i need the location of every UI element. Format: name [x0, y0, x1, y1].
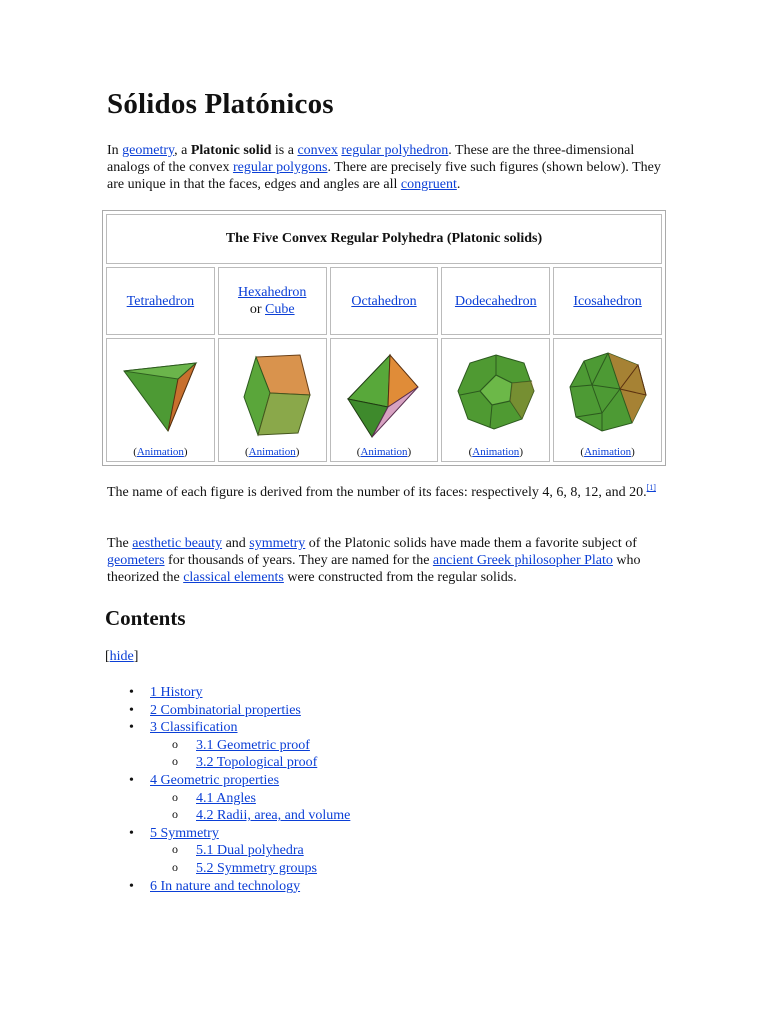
link-geometry[interactable]: geometry [122, 143, 175, 158]
link-plato[interactable]: ancient Greek philosopher Plato [432, 553, 613, 568]
dodecahedron-image[interactable] [454, 349, 538, 433]
toc-subitem [150, 754, 350, 772]
link-icosahedron[interactable]: Icosahedron [573, 293, 642, 309]
link-tetrahedron[interactable]: Tetrahedron [126, 293, 195, 309]
animation-link[interactable]: Animation [248, 446, 296, 458]
toc-item [150, 825, 350, 843]
or-text: or [249, 302, 265, 317]
toc-link-classification[interactable]: 3 Classification [150, 720, 238, 736]
octahedron-image[interactable] [342, 349, 426, 439]
link-geometers[interactable]: geometers [107, 553, 165, 568]
animation-link-tetra: (Animation) [133, 446, 188, 458]
octahedron-cell [330, 338, 439, 462]
intro-text: In [107, 143, 123, 158]
toc-item [150, 702, 350, 720]
animation-link-octa: (Animation) [356, 446, 412, 458]
toc-link-angles[interactable]: 4.1 Angles [196, 790, 256, 806]
toc-link-symmetry[interactable]: 5 Symmetry [150, 825, 219, 841]
tetrahedron-image[interactable] [118, 349, 202, 433]
animation-link-icosa: (Animation) [580, 446, 635, 458]
cube-cell [218, 338, 327, 462]
toc-link-nature[interactable]: 6 In nature and technology [150, 878, 301, 894]
icosahedron-cell [553, 338, 662, 462]
icosahedron-image[interactable] [566, 349, 650, 433]
para-text: and [222, 536, 250, 551]
toc-subitem [150, 807, 350, 825]
toc-item [150, 719, 350, 737]
intro-paragraph [107, 142, 667, 193]
animation-link[interactable]: Animation [136, 446, 184, 458]
link-convex[interactable]: convex [297, 143, 338, 158]
hide-link[interactable]: hide [109, 649, 134, 664]
history-paragraph [107, 535, 667, 586]
toc-link-geometric-properties[interactable]: 4 Geometric properties [150, 772, 280, 788]
tetrahedron-cell [106, 338, 215, 462]
animation-link[interactable]: Animation [360, 446, 408, 458]
faces-text: The name of each figure is derived from the number of its faces: respectively 4, 6, 8, 12, and 20. [107, 485, 647, 500]
intro-text: . These are the three-dimensional analogs of the convex [107, 143, 635, 175]
para-text: were constructed from the regular solids. [283, 570, 517, 585]
page-title: Sólidos Platónicos [107, 88, 334, 120]
faces-paragraph [107, 484, 667, 501]
toc-item [150, 878, 350, 896]
link-symmetry[interactable]: symmetry [249, 536, 306, 551]
cube-image[interactable] [230, 349, 314, 439]
link-aesthetic-beauty[interactable]: aesthetic beauty [132, 536, 223, 551]
link-regular-polyhedron[interactable]: regular polyhedron [341, 143, 449, 158]
toc-link-history[interactable]: 1 History [150, 685, 203, 700]
table-caption: The Five Convex Regular Polyhedra (Platonic solids) [106, 214, 662, 264]
toc-subitem [150, 842, 350, 860]
animation-link[interactable]: Animation [472, 446, 520, 458]
para-text: who theorized the [107, 553, 641, 585]
toc-toggle: [hide] [105, 649, 139, 664]
toc-link-geometric-proof[interactable]: 3.1 Geometric proof [196, 737, 310, 753]
intro-text: is a [271, 143, 298, 158]
toc-link-topological-proof[interactable]: 3.2 Topological proof [196, 755, 318, 771]
toc-link-symmetry-groups[interactable]: 5.2 Symmetry groups [196, 860, 317, 876]
animation-link-cube: (Animation) [244, 446, 300, 458]
contents-heading: Contents [105, 606, 186, 630]
link-cube[interactable]: Cube [265, 302, 295, 317]
toc-item [150, 684, 350, 702]
toc-subitem [150, 790, 350, 808]
link-classical-elements[interactable]: classical elements [183, 570, 284, 585]
toc-link-combinatorial[interactable]: 2 Combinatorial properties [150, 702, 301, 718]
term-platonic-solid: Platonic solid [190, 143, 272, 158]
toc-subitem [150, 737, 350, 755]
para-text: The [107, 536, 133, 551]
platonic-solids-table [102, 210, 666, 466]
toc-link-radii[interactable]: 4.2 Radii, area, and volume [196, 808, 351, 824]
link-hexahedron[interactable]: Hexahedron [237, 285, 307, 300]
link-dodecahedron[interactable]: Dodecahedron [454, 293, 537, 309]
toc-link-dual-polyhedra[interactable]: 5.1 Dual polyhedra [196, 843, 304, 859]
intro-text: . [456, 177, 461, 192]
para-text: for thousands of years. They are named for the [164, 553, 433, 568]
table-of-contents [150, 684, 350, 895]
para-text: of the Platonic solids have made them a favorite subject of [305, 536, 637, 551]
toc-item [150, 772, 350, 790]
link-octahedron[interactable]: Octahedron [351, 293, 417, 309]
reference-link[interactable]: [1] [646, 483, 656, 492]
link-regular-polygons[interactable]: regular polygons [232, 160, 328, 175]
toc-subitem [150, 860, 350, 878]
intro-text: , a [174, 143, 191, 158]
intro-text: . There are precisely five such figures (shown below). They are unique in that the faces, edges and angles are all [107, 160, 661, 192]
animation-link-dodeca: (Animation) [468, 446, 523, 458]
dodecahedron-cell [441, 338, 550, 462]
animation-link[interactable]: Animation [584, 446, 632, 458]
link-congruent[interactable]: congruent [400, 177, 457, 192]
